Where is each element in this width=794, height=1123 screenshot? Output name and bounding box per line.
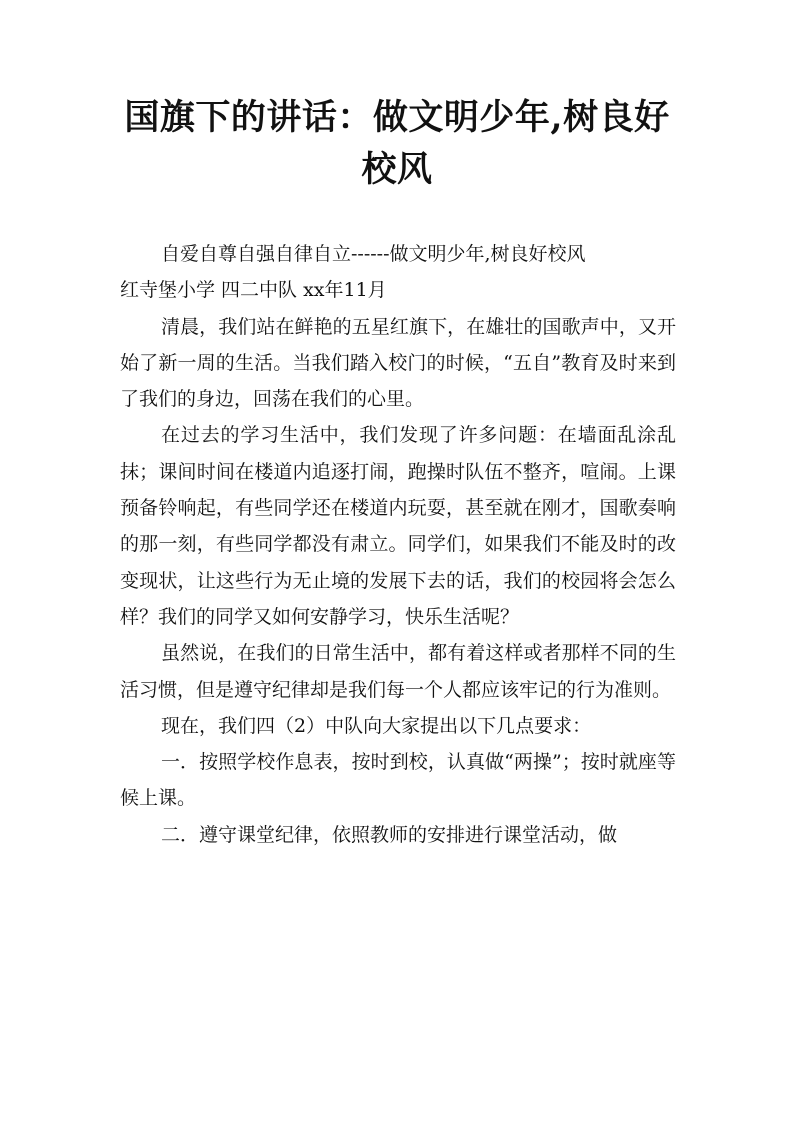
paragraph-requirement-2: 二．遵守课堂纪律，依照教师的安排进行课堂活动，做 — [161, 823, 618, 846]
paragraph-motto: 自爱自尊自强自律自立------做文明少年,树良好校风 — [161, 243, 586, 265]
paragraph-discipline: 虽然说，在我们的日常生活中，都有着这样或者那样不同的生活习惯，但是遵守纪律却是我们每一个人都应该牢记的行为准则。 — [120, 642, 676, 701]
paragraph-problems: 在过去的学习生活中，我们发现了许多问题：在墙面乱涂乱抹；课间时间在楼道内追逐打闹，跑操时队伍不整齐，喧闹。上课预备铃响起，有些同学还在楼道内玩耍，甚至就在刚才，国歌奏响的那一刻，有些同学都没有肃立。同学们，如果我们不能及时的改变现状，让这些行为无止境的发展下去的话，我们的校园将会怎么样？我们的同学又如何安静学习，快乐生活呢？ — [120, 424, 676, 628]
paragraph-morning: 清晨，我们站在鲜艳的五星红旗下，在雄壮的国歌声中，又开始了新一周的生活。当我们踏入校门的时候，“五自”教育及时来到了我们的身边，回荡在我们的心里。 — [120, 315, 676, 411]
paragraph-requirements-intro: 现在，我们四（2）中队向大家提出以下几点要求： — [161, 714, 592, 737]
document-body — [120, 236, 676, 853]
paragraph-requirement-1: 一．按照学校作息表，按时到校，认真做“两操”；按时就座等候上课。 — [120, 751, 676, 810]
paragraph-byline: 红寺堡小学 四二中队 xx年11月 — [120, 279, 387, 302]
document-title: 国旗下的讲话：做文明少年,树良好校风 — [124, 97, 670, 190]
